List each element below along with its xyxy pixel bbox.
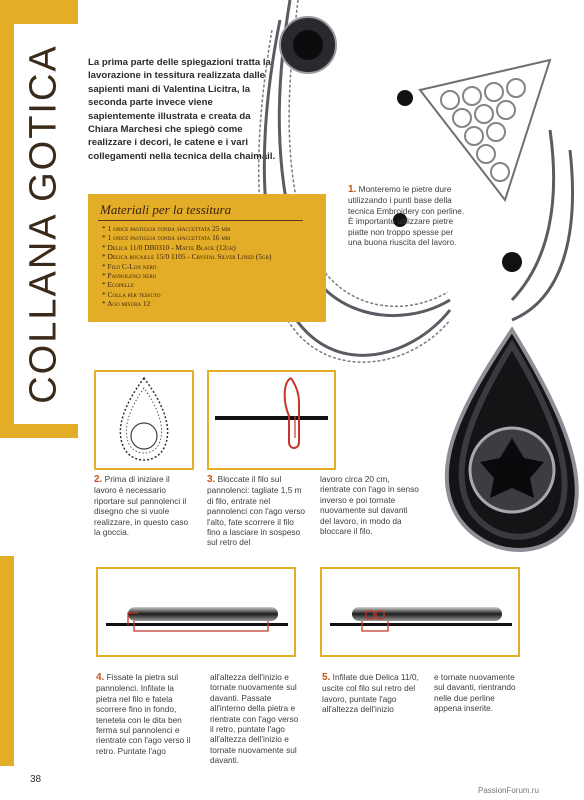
step-body: Infilate due Delica 11/0, uscite col filo sul retro del lavoro, puntate l'ago all'altezza dell'inizio	[322, 672, 419, 715]
step-2-text	[94, 474, 194, 537]
illustration-bead-stitch	[320, 567, 520, 657]
material-item: * Ecopelle	[102, 280, 271, 289]
step-body: Fissate la pietra sul pannolenci. Infilate la pietra nel filo e fatela scorrere fino in fondo, tenetela con le dita ben ferma sul pannolenci e rientrate con l'ago verso il retro. Puntate l'ago	[96, 672, 191, 756]
materials-box	[88, 194, 326, 322]
step-3-text	[207, 474, 307, 548]
bead-stitch-drawing	[322, 569, 518, 655]
material-item: * Pannolenci nero	[102, 271, 271, 280]
step-number: 3.	[207, 474, 216, 485]
material-item: * Ago misura 12	[102, 299, 271, 308]
step-1-text	[348, 184, 468, 247]
material-item: * 1 onice pastiglia tonda sfaccettata 25 mm	[102, 224, 271, 233]
step-5-text	[322, 672, 422, 715]
step-number: 1.	[348, 184, 357, 195]
intro-text: La prima parte delle spiegazioni tratta la lavorazione in tessitura realizzata dalle sapienti mani di Valentina Licitra, la seconda parte invece viene sapientemente illustrata e creata da Chiara Marchesi che spiegò come realizzare i decori, le catene e i vari collegamenti nella tecnica della chaimail.	[88, 57, 276, 162]
page-number: 38	[30, 774, 42, 785]
materials-list	[102, 224, 271, 309]
step-number: 5.	[322, 672, 331, 683]
illustration-stone-fixing	[96, 567, 296, 657]
materials-divider	[98, 220, 303, 221]
right-chain-2	[512, 150, 573, 320]
watermark: PassionForum.ru	[478, 786, 539, 795]
teardrop-drawing	[96, 372, 192, 468]
thread-drawing	[209, 372, 334, 468]
material-item: * 1 onice pastiglia tonda sfaccettata 16 mm	[102, 233, 271, 242]
step-4-text-continued: all'altezza dell'inizio e tornate nuovamente sul davanti. Passate all'interno della pietra e rientrate con l'ago verso il retro, puntate l'ago all'altezza dell'inizio e tornate nuovamente sul davanti.	[210, 672, 299, 766]
step-3-text-continued: lavoro circa 20 cm, rientrate con l'ago in senso inverso e poi tornate nuovamente sul davanti del lavoro, in modo da bloccare il filo.	[320, 474, 419, 537]
right-chain-1	[512, 130, 554, 300]
step-body: Monteremo le pietre dure utilizzando i punti base della tecnica Embroidery con perline. È importante utilizzare pietre piatte non troppo spesse per una buona riuscita del lavoro.	[348, 184, 465, 248]
title-band	[0, 0, 78, 438]
illustration-thread	[207, 370, 336, 470]
material-item: * Delica rocaille 15/0 1105 - Crystal Silver Lined (5gr)	[102, 252, 271, 261]
illustration-teardrop	[94, 370, 194, 470]
step-body: Bloccate il filo sul pannolenci: tagliate 1,5 m di filo, entrate nel pannolenci con l'ago verso l'alto, fate scorrere il filo fino a lasciare in sospeso sul retro del	[207, 474, 305, 548]
material-item: * Filo C-Lon nero	[102, 262, 271, 271]
step-number: 4.	[96, 672, 105, 683]
stone-drawing	[98, 569, 294, 655]
material-item: * Delica 11/0 DB0310 - Matte Black (12gr)	[102, 243, 271, 252]
page-title: COLLANA GOTICA	[22, 44, 65, 404]
materials-title: Materiali per la tessitura	[100, 202, 232, 217]
step-number: 2.	[94, 474, 103, 485]
step-4-text	[96, 672, 192, 756]
step-body: Prima di iniziare il lavoro è necessario riportare sul pannolenci il disegno che si vuole realizzare, in questo caso la goccia.	[94, 474, 189, 538]
left-accent-strip	[0, 556, 14, 766]
step-5-text-continued: e tornate nuovamente sul davanti, rientrando nelle due perline appena inserite.	[434, 672, 516, 714]
material-item: * Colla per tessuto	[102, 290, 271, 299]
